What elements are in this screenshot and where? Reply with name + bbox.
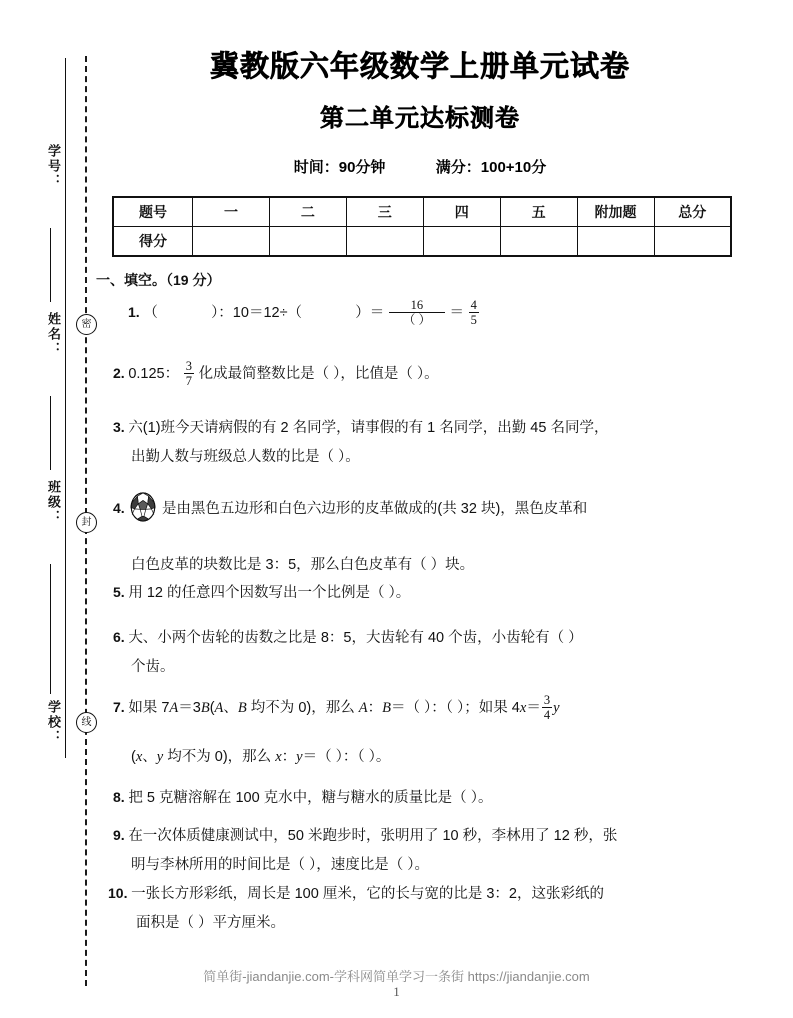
score-cell[interactable]: [269, 227, 346, 257]
seal-char-mi: 密: [76, 314, 97, 335]
score-table-row-label: 得分: [113, 227, 193, 257]
question-6-line-2: [131, 652, 175, 682]
question-1-fraction-1: [389, 298, 445, 327]
score-cell[interactable]: [423, 227, 500, 257]
question-7-l2-p5: ＝（ ）：（ ）。: [302, 749, 391, 765]
seal-field-rule-2: [50, 396, 51, 470]
question-10-text-line-2: 面积是（ ）平方厘米。: [136, 915, 286, 931]
question-1-fraction-1-denominator[interactable]: （ ）: [389, 312, 445, 327]
score-table-header-cell: 总分: [654, 197, 731, 227]
question-7-p6: ：: [367, 700, 383, 716]
question-7-var-A1: A: [169, 700, 179, 716]
question-7-var-x2: x: [135, 749, 143, 765]
question-7-var-x3: x: [275, 749, 282, 765]
score-table-header-cell: 三: [346, 197, 423, 227]
score-table-header-cell: 一: [193, 197, 270, 227]
question-4-line-1: [113, 492, 587, 524]
question-3-text-line-2: 出勤人数与班级总人数的比是（ ）。: [131, 449, 360, 465]
question-3-line-2: [131, 442, 360, 472]
exam-score-label: 满分：100+10分: [435, 159, 547, 176]
footer-watermark: 简单街-jiandanjie.com-学科网简单学习一条街 https://jiandanjie.com: [203, 969, 590, 984]
question-5-text: 用 12 的任意四个因数写出一个比例是（ ）。: [128, 585, 411, 601]
score-cell[interactable]: [654, 227, 731, 257]
question-10-text-line-1: 一张长方形彩纸，周长是 100 厘米，它的长与宽的比是 3：2，这张彩纸的: [131, 886, 604, 902]
seal-field-class: 班级：: [46, 480, 61, 525]
question-7-fraction: [542, 693, 552, 722]
seal-field-rule-1: [50, 228, 51, 302]
seal-field-student-number: 学号：: [46, 144, 61, 189]
score-table-header-cell: 题号: [113, 197, 193, 227]
question-1-fraction-2: [469, 298, 479, 327]
seal-field-rule-4: [50, 620, 51, 694]
question-2-fraction: [184, 359, 194, 388]
question-10-line-1: [108, 878, 604, 909]
score-table-header-cell: 五: [500, 197, 577, 227]
question-7-var-y2: y: [156, 749, 164, 765]
question-6-number: 6.: [113, 629, 125, 645]
score-cell[interactable]: [577, 227, 654, 257]
question-7-p7: ＝（ ）：（ ）；如果 4: [390, 700, 520, 716]
question-7-number: 7.: [113, 699, 125, 715]
seal-strip: [0, 0, 110, 1018]
question-1-part-b: ）：10＝12÷（: [211, 305, 303, 321]
question-1: [128, 297, 480, 328]
question-7-p3: (: [209, 700, 215, 716]
question-8-text: 把 5 克糖溶解在 100 克水中，糖与糖水的质量比是（ ）。: [128, 790, 493, 806]
question-7-var-y3: y: [296, 749, 303, 765]
question-6-text-line-1: 大、小两个齿轮的齿数之比是 8：5，大齿轮有 40 个齿，小齿轮有（ ）: [128, 630, 583, 646]
question-9-text-line-2: 明与李林所用的时间比是（ ），速度比是（ ）。: [131, 857, 430, 873]
question-7-var-B1: B: [200, 700, 210, 716]
question-3-line-1: [113, 412, 608, 443]
question-8: [113, 782, 492, 813]
question-7-p5: 均不为 0)，那么: [246, 700, 359, 716]
question-2-suffix: 化成最简整数比是（ ），比值是（ ）。: [198, 366, 439, 382]
question-3-number: 3.: [113, 419, 125, 435]
question-5-number: 5.: [113, 584, 125, 600]
seal-char-feng: 封: [76, 512, 97, 533]
seal-char-xian: 线: [76, 712, 97, 733]
exam-meta: [110, 156, 730, 177]
question-7-var-A3: A: [358, 700, 368, 716]
question-1-part-c: ）＝: [355, 305, 385, 321]
question-9-line-1: [113, 820, 617, 851]
question-1-fraction-2-denominator: 5: [470, 312, 477, 327]
score-table-header-cell: 二: [269, 197, 346, 227]
question-7-line-1: [113, 692, 560, 723]
score-table-header-row: [113, 197, 731, 227]
seal-field-school: 学校：: [46, 700, 61, 745]
question-7-var-A2: A: [214, 700, 224, 716]
question-7-l2-p2: 、: [142, 749, 157, 765]
page-subtitle: 第二单元达标测卷: [320, 105, 520, 132]
score-cell[interactable]: [346, 227, 423, 257]
question-2: [113, 358, 439, 389]
score-table-header-cell: 附加题: [577, 197, 654, 227]
question-1-number: 1.: [128, 304, 140, 320]
score-cell[interactable]: [193, 227, 270, 257]
question-1-fraction-1-numerator: 16: [410, 297, 424, 312]
question-9-number: 9.: [113, 827, 125, 843]
soccer-ball-icon: [128, 492, 158, 522]
question-2-fraction-denominator: 7: [185, 373, 192, 388]
question-7-p4: 、: [223, 700, 238, 716]
question-6-line-1: [113, 622, 583, 653]
score-table: [112, 196, 732, 257]
question-7-p1: 如果 7: [128, 700, 170, 716]
question-3-text-line-1: 六(1)班今天请病假的有 2 名同学，请事假的有 1 名同学，出勤 45 名同学，: [128, 420, 609, 436]
question-2-number: 2.: [113, 365, 125, 381]
question-4-text-line-1: 是由黑色五边形和白色六边形的皮革做成的(共 32 块)，黑色皮革和: [161, 501, 588, 517]
question-7-l2-p3: 均不为 0)，那么: [163, 749, 276, 765]
score-table-header-cell: 四: [423, 197, 500, 227]
seal-field-name: 姓名：: [46, 312, 61, 357]
question-7-fraction-denominator: 4: [543, 707, 551, 722]
question-7-fraction-numerator: 3: [543, 692, 551, 707]
question-1-fraction-2-numerator: 4: [470, 297, 477, 312]
question-10-line-2: [136, 908, 285, 938]
question-7-line-2: [131, 742, 390, 772]
question-8-number: 8.: [113, 789, 125, 805]
question-10-number: 10.: [108, 885, 128, 901]
score-cell[interactable]: [500, 227, 577, 257]
question-1-equals: ＝: [449, 305, 465, 321]
question-9-line-2: [131, 850, 429, 880]
question-7-var-x1: x: [519, 700, 527, 716]
score-table-row: [113, 227, 731, 257]
question-2-fraction-numerator: 3: [185, 358, 192, 373]
page-title: 冀教版六年级数学上册单元试卷: [209, 51, 630, 83]
question-7-p2: ＝3: [178, 700, 201, 716]
question-5: [113, 577, 410, 608]
question-4-line-2: [131, 550, 474, 580]
question-7-var-y1: y: [553, 700, 560, 716]
question-2-prefix: 0.125：: [128, 366, 180, 382]
exam-time-label: 时间：90分钟: [293, 159, 386, 176]
question-7-var-B2: B: [237, 700, 247, 716]
question-4-text-line-2: 白色皮革的块数比是 3：5，那么白色皮革有（ ）块。: [131, 557, 475, 573]
seal-solid-line: [65, 58, 66, 758]
question-4-number: 4.: [113, 500, 125, 516]
section-heading-fill-in-blanks: 一、填空。（19 分）: [96, 272, 221, 288]
question-9-text-line-1: 在一次体质健康测试中，50 米跑步时，张明用了 10 秒，李林用了 12 秒，张: [128, 828, 618, 844]
question-7-l2-p4: ：: [281, 749, 297, 765]
question-7-p8: ＝: [526, 700, 541, 716]
page-number: 1: [393, 984, 400, 999]
question-1-part-a: （: [143, 305, 158, 321]
question-7-l2-p1: (: [131, 749, 136, 765]
question-6-text-line-2: 个齿。: [131, 659, 175, 675]
question-7-var-B3: B: [382, 700, 391, 716]
